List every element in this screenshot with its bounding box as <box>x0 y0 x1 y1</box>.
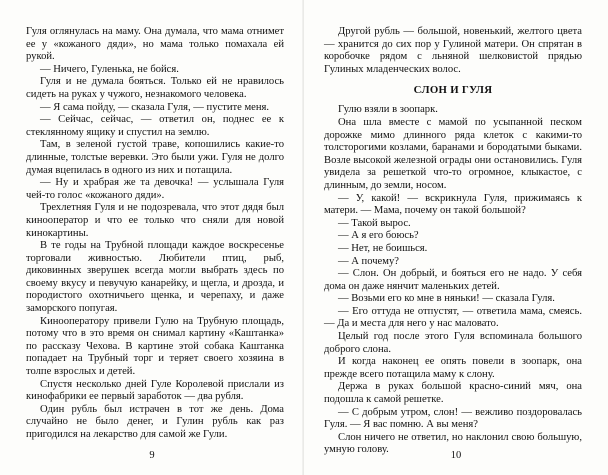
paragraph: И когда наконец ее опять повели в зоопарк, она прежде всего потащила маму к слону. <box>324 356 582 380</box>
paragraph: Гуля оглянулась на маму. Она думала, что мама отнимет ее у «кожаного дяди», но мама только помахала ей рукой. <box>26 26 284 63</box>
paragraph: Гулю взяли в зоопарк. <box>338 104 438 116</box>
paragraph: — Возьми его ко мне в няньки! — сказала Гуля. <box>338 293 555 305</box>
paragraph: — Ничего, Гуленька, не бойся. <box>40 63 179 75</box>
paragraph: Она шла вместе с мамой по усыпанной песком дорожке мимо длинного ряда клеток с какими-то толсторогими козлами, баранами и бородатыми быками. Возле высокой железной ограды они остановились. Гуля увидела за решеткой что-то огромное, клыкастое, с длинным, до земли, носом. <box>324 116 582 191</box>
paragraph: — Я сама пойду, — сказала Гуля, — пустите меня. <box>40 101 270 113</box>
paragraph: — Сейчас, сейчас, — ответил он, поднес ее к стеклянному ящику и спустил на землю. <box>26 114 284 138</box>
page-number: 9 <box>149 450 155 461</box>
paragraph: — Его оттуда не отпустят, — ответила мама, смеясь. — Да и места для него у нас маловато. <box>324 305 582 330</box>
paragraph: Спустя несколько дней Гуле Королевой прислали из кинофабрики ее первый заработок — два рубля. <box>26 378 284 403</box>
right-page <box>304 0 608 475</box>
paragraph: В те годы на Трубной площади каждое воскресенье торговали живностью. Любители птиц, рыб, диковинных зверушек всегда могли выбрать здесь по своему вкусу и певучую канарейку, и щегла, и дрозда, и породистого охотничьего щенка, и черепаху, и даже заморского попугая. <box>26 240 284 315</box>
paragraph: Там, в зеленой густой траве, копошились какие-то длинные, толстые веревки. Это были ужи. Гуля не долго думая вцепилась в одного из них и потащила. <box>26 139 284 176</box>
paragraph: — А я его боюсь? <box>338 230 419 242</box>
paragraph: Трехлетняя Гуля и не подозревала, что этот дядя был кинооператор и что ее только что сняли для новой кинокартины. <box>26 202 284 239</box>
paragraph: — Ну и храбрая же та девочка! — услышала Гуля чей-то голос «кожаного дяди». <box>26 177 284 201</box>
paragraph: — Слон. Он добрый, и бояться его не надо. У себя дома он даже нянчит маленьких детей. <box>324 268 582 292</box>
paragraph: — А почему? <box>338 255 399 267</box>
paragraph: — Нет, не боишься. <box>338 242 428 254</box>
paragraph: Держа в руках большой красно-синий мяч, она подошла к самой решетке. <box>324 381 582 406</box>
paragraph: Кинооператору привели Гулю на Трубную площадь, потому что в это время он снимал картину «Каштанка» по рассказу Чехова. В картине этой собака Каштанка попадает на Трубный торг и теряет своего хозяина в толпе взрослых и детей. <box>26 315 284 378</box>
left-page-text <box>26 26 284 442</box>
paragraph: — У, какой! — вскрикнула Гуля, прижимаясь к матери. — Мама, почему он такой большой? <box>324 192 582 217</box>
paragraph: — С добрым утром, слон! — вежливо поздоровалась Гуля. — Я вас помню. А вы меня? <box>324 406 582 431</box>
paragraph: — Такой вырос. <box>338 217 411 229</box>
page-number: 10 <box>450 450 462 461</box>
paragraph: Слон ничего не ответил, но наклонил свою большую, умную голову. <box>324 431 582 456</box>
right-page-text <box>324 26 582 457</box>
chapter-title: СЛОН И ГУЛЯ <box>413 84 493 97</box>
paragraph: Один рубль был истрачен в тот же день. Дома случайно не было денег, и Гулин рубль как раз пригодился на лекарство для самой же Гули. <box>26 403 284 440</box>
paragraph: Другой рубль — большой, новенький, желтого цвета — хранится до сих пор у Гулиной матери. Он спрятан в коробочке рядом с льняной шелковистой прядью Гулиных младенческих волос. <box>324 26 582 75</box>
paragraph: Гуля и не думала бояться. Только ей не нравилось сидеть на руках у чужого, незнакомого человека. <box>26 76 284 100</box>
paragraph: Целый год после этого Гуля вспоминала большого доброго слона. <box>324 331 582 355</box>
